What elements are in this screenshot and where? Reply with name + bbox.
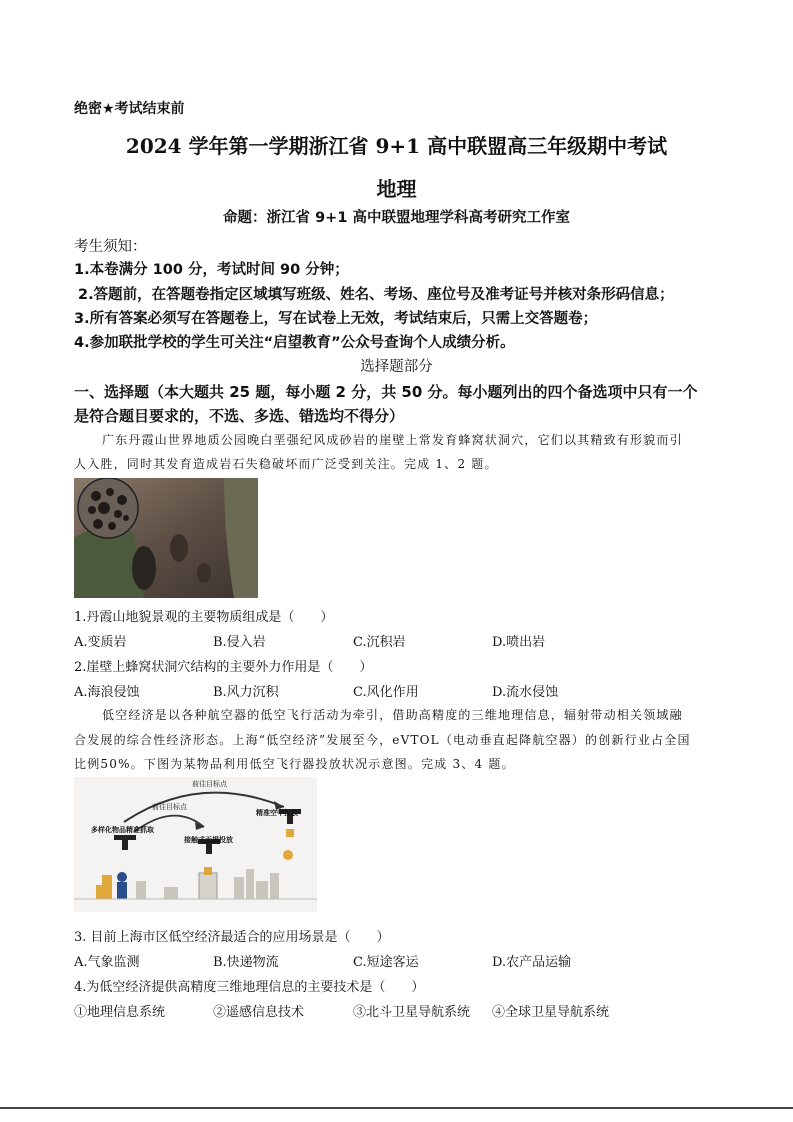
part-title-cont: 是符合题目要求的，不选、多选、错选均不得分） [74,407,405,425]
notice-item: 4.参加联批学校的学生可关注“启望教育”公众号查询个人成绩分析。 [74,335,515,351]
exam-title: 2024 学年第一学期浙江省 9+1 高中联盟高三年级期中考试 [125,134,668,158]
question-3-option-c[interactable]: C.短途客运 [353,955,419,970]
label-air-drop: 精准空中投放 [256,808,298,817]
section-label: 选择题部分 [360,359,433,375]
notice-item: 2.答题前，在答题卷指定区域填写班级、姓名、考场、座位号及准考证号并核对条形码信息； [78,287,674,303]
question-2-option-c[interactable]: C.风化作用 [353,685,419,700]
question-3-option-b[interactable]: B.快递物流 [213,955,279,970]
notice-heading: 考生须知： [74,239,147,255]
question-3-option-d[interactable]: D.农产品运输 [492,955,572,970]
part-title: 一、选择题（本大题共 25 题，每小题 2 分，共 50 分。每小题列出的四个备选项中只有一个 [74,383,698,401]
danxia-cliff-photo [74,478,258,598]
question-1-option-b[interactable]: B.侵入岩 [213,635,266,650]
confidential-label: 绝密★考试结束前 [74,101,185,117]
question-4-choice-3[interactable]: ③北斗卫星导航系统 [353,1005,471,1020]
passage-1-cont: 人入胜，同时其发育造成岩石失稳破坏而广泛受到关注。完成 1、2 题。 [74,457,498,471]
question-4-stem: 4.为低空经济提供高精度三维地理信息的主要技术是（ ） [74,980,425,995]
question-2-stem: 2.崖壁上蜂窝状洞穴结构的主要外力作用是（ ） [74,660,373,675]
label-contact-drop: 接触式无损投放 [184,835,233,844]
question-2-option-d[interactable]: D.流水侵蚀 [492,685,559,700]
question-4-choice-1[interactable]: ①地理信息系统 [74,1005,166,1020]
page-bottom-divider [0,1107,793,1109]
question-1-option-c[interactable]: C.沉积岩 [353,635,406,650]
subject-title: 地理 [376,177,417,201]
question-2-option-a[interactable]: A.海浪侵蚀 [74,685,140,700]
setter-line: 命题：浙江省 9+1 高中联盟地理学科高考研究工作室 [223,210,570,226]
passage-2-cont: 合发展的综合性经济形态。上海“低空经济”发展至今，eVTOL（电动垂直起降航空器）的创新行业占全国 [74,733,691,747]
question-1-option-a[interactable]: A.变质岩 [74,635,127,650]
notice-item: 3.所有答案必须写在答题卷上，写在试卷上无效，考试结束后，只需上交答题卷； [74,311,598,327]
question-4-choice-4[interactable]: ④全球卫星导航系统 [492,1005,610,1020]
question-1-option-d[interactable]: D.喷出岩 [492,635,546,650]
passage-1: 广东丹霞山世界地质公园晚白垩强纪风成砂岩的崖壁上常发育蜂窝状洞穴，它们以其精致有形貌而引 [102,433,683,447]
passage-2-cont: 比例50%。下图为某物品利用低空飞行器投放状况示意图。完成 3、4 题。 [74,757,515,771]
drone-delivery-diagram [74,777,317,912]
question-1-stem: 1.丹霞山地貌景观的主要物质组成是（ ） [74,610,334,625]
question-2-option-b[interactable]: B.风力沉积 [213,685,279,700]
question-3-option-a[interactable]: A.气象监测 [74,955,140,970]
question-3-stem: 3. 目前上海市区低空经济最适合的应用场景是（ ） [74,930,390,945]
label-to-target: 前往目标点 [192,780,227,788]
passage-2: 低空经济是以各种航空器的低空飞行活动为牵引，借助高精度的三维地理信息，辐射带动相关领域融 [102,708,683,722]
label-precise-grab: 多样化物品精准抓取 [91,825,154,834]
question-4-choice-2[interactable]: ②遥感信息技术 [213,1005,305,1020]
notice-item: 1.本卷满分 100 分，考试时间 90 分钟； [74,262,349,278]
label-to-target-inner: 前往目标点 [152,803,187,811]
